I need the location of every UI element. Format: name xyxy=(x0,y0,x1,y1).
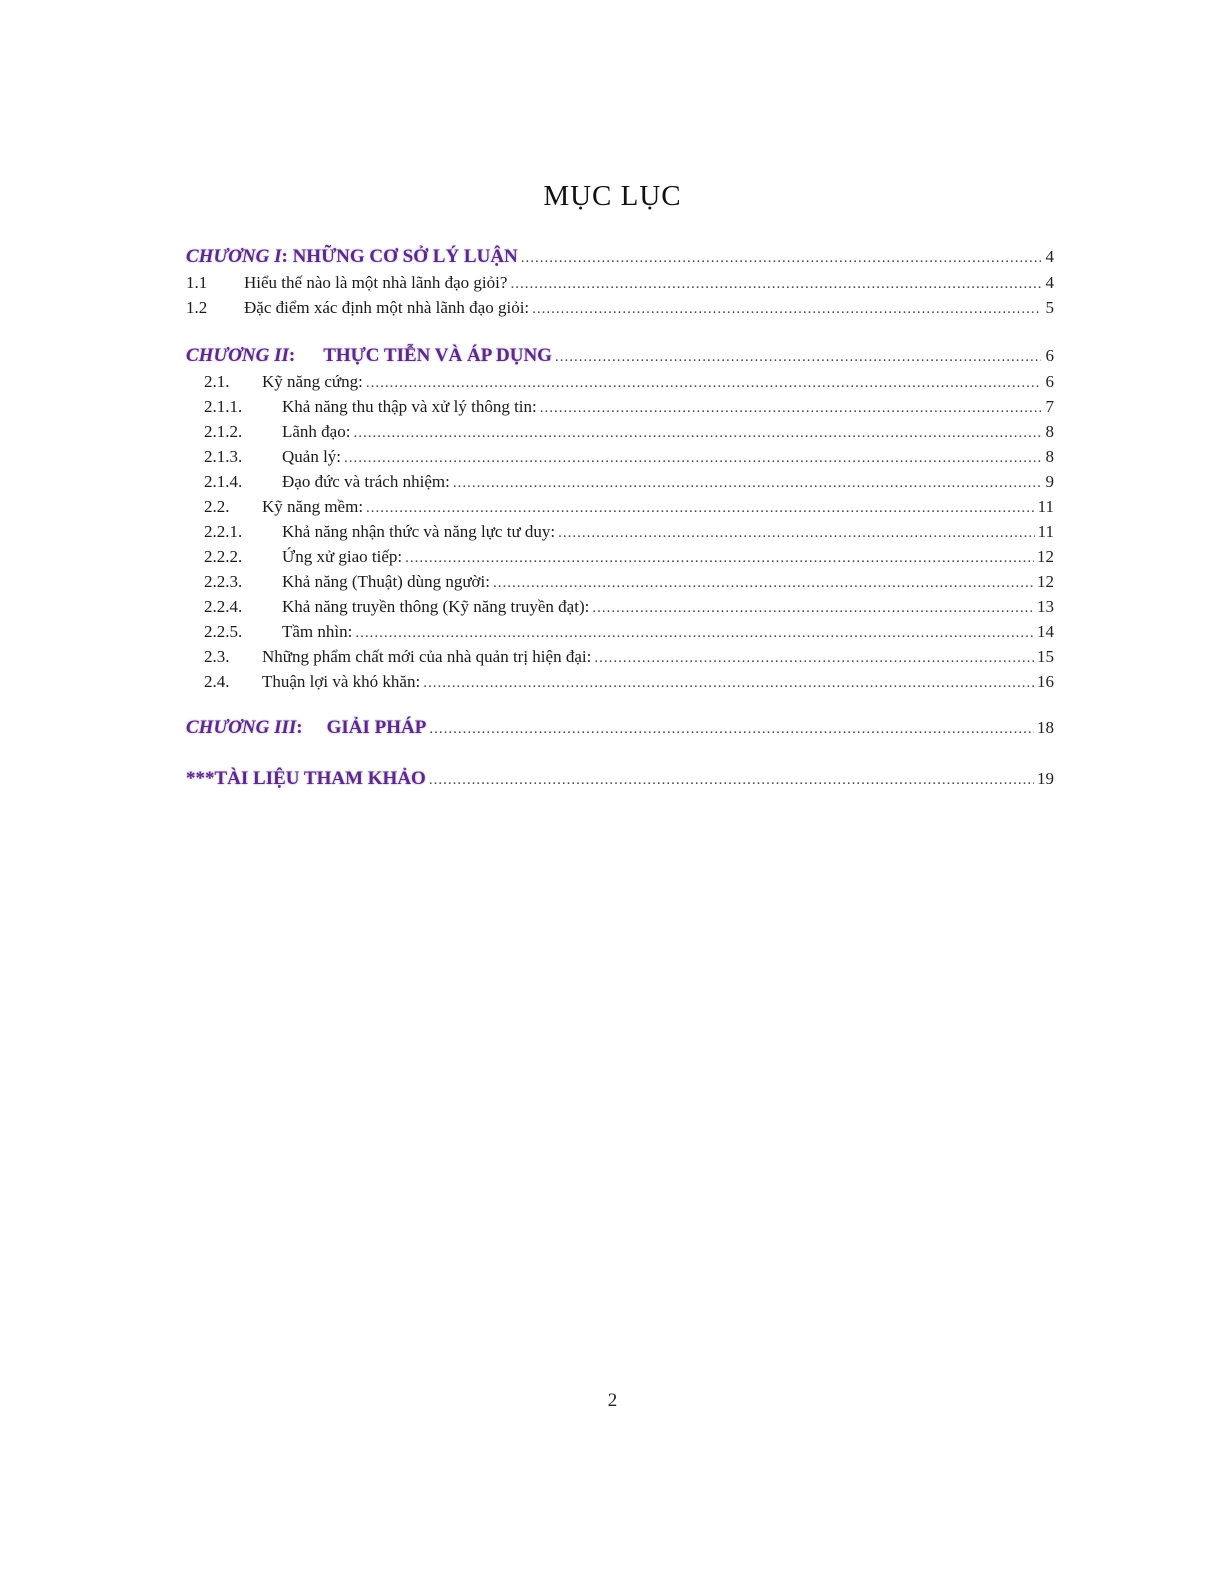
toc-entry-page: 7 xyxy=(1045,397,1054,416)
toc-entry-2-1-1[interactable] xyxy=(186,394,1054,419)
toc-entry-page: 16 xyxy=(1037,672,1054,691)
dot-leader xyxy=(353,421,1041,446)
toc-entry-text: Lãnh đạo: xyxy=(282,422,351,441)
toc-entry-page: 9 xyxy=(1045,472,1054,491)
toc-entry-text: Ứng xử giao tiếp: xyxy=(282,547,403,566)
toc-entry-2-2-4[interactable] xyxy=(186,594,1054,619)
table-of-contents xyxy=(186,243,1054,792)
toc-chapter-3-title: GIẢI PHÁP xyxy=(326,717,427,738)
toc-chapter-3-sep: : xyxy=(296,717,303,738)
dot-leader xyxy=(521,245,1041,272)
toc-entry-text: Quản lý: xyxy=(282,447,342,466)
toc-entry-text: Hiểu thế nào là một nhà lãnh đạo giỏi? xyxy=(244,273,508,292)
toc-chapter-3-page: 18 xyxy=(1037,718,1054,737)
toc-entry-number: 2.1.2. xyxy=(204,422,243,441)
dot-leader xyxy=(344,446,1041,471)
toc-entry-text: Những phẩm chất mới của nhà quản trị hiện đại: xyxy=(262,647,592,666)
toc-references-page: 19 xyxy=(1037,769,1054,788)
toc-chapter-2-sep: : xyxy=(288,345,296,366)
toc-chapter-3-heading xyxy=(186,714,426,741)
toc-entry-page: 13 xyxy=(1037,597,1054,616)
dot-leader xyxy=(594,646,1034,671)
toc-chapter-2-title: THỰC TIỄN VÀ ÁP DỤNG xyxy=(323,345,552,366)
toc-entry-number: 2.2.3. xyxy=(204,572,243,591)
toc-entry-number: 2.1. xyxy=(204,372,230,391)
toc-entry-page: 8 xyxy=(1045,447,1054,466)
toc-entry-2-4[interactable] xyxy=(186,669,1054,694)
toc-entry-2-1-3[interactable] xyxy=(186,444,1054,469)
toc-chapter-1-title: NHỮNG CƠ SỞ LÝ LUẬN xyxy=(287,246,518,267)
toc-entry-2-2-3[interactable] xyxy=(186,569,1054,594)
page-number: 2 xyxy=(607,1390,618,1411)
dot-leader xyxy=(493,571,1034,596)
toc-chapter-2-label: CHƯƠNG II xyxy=(186,345,289,366)
toc-entry-number: 2.3. xyxy=(204,647,230,666)
toc-entry-number: 2.2.2. xyxy=(204,547,243,566)
toc-references[interactable] xyxy=(186,765,1054,792)
dot-leader xyxy=(453,471,1041,496)
toc-entry-text: Khả năng thu thập và xử lý thông tin: xyxy=(282,397,537,416)
toc-chapter-1[interactable] xyxy=(186,243,1054,270)
toc-entry-2-1-2[interactable] xyxy=(186,419,1054,444)
toc-chapter-1-heading xyxy=(186,243,518,270)
dot-leader xyxy=(540,396,1041,421)
toc-entry-text: Tầm nhìn: xyxy=(282,622,353,641)
toc-entry-text: Khả năng (Thuật) dùng người: xyxy=(282,572,490,591)
toc-entry-page: 6 xyxy=(1045,372,1054,391)
toc-entry-2-3[interactable] xyxy=(186,644,1054,669)
toc-chapter-2-page: 6 xyxy=(1045,346,1054,365)
toc-chapter-1-sep: : xyxy=(281,246,288,267)
toc-entry-2-1-4[interactable] xyxy=(186,469,1054,494)
dot-leader xyxy=(510,272,1041,297)
dot-leader xyxy=(532,297,1041,322)
dot-leader xyxy=(592,596,1034,621)
dot-leader xyxy=(355,621,1034,646)
toc-entry-number: 2.1.4. xyxy=(204,472,243,491)
toc-entry-number: 2.2.4. xyxy=(204,597,243,616)
toc-entry-page: 12 xyxy=(1037,547,1054,566)
toc-chapter-1-label: CHƯƠNG I xyxy=(186,246,282,267)
toc-entry-text: Khả năng truyền thông (Kỹ năng truyền đạt): xyxy=(282,597,590,616)
toc-entry-page: 11 xyxy=(1037,522,1054,541)
toc-entry-text: Thuận lợi và khó khăn: xyxy=(262,672,421,691)
toc-entry-1-1[interactable] xyxy=(186,270,1054,295)
toc-entry-number: 2.2.5. xyxy=(204,622,243,641)
toc-entry-2-2-5[interactable] xyxy=(186,619,1054,644)
toc-entry-number: 2.2. xyxy=(204,497,230,516)
toc-chapter-1-page: 4 xyxy=(1045,247,1054,266)
toc-entry-number: 2.4. xyxy=(204,672,230,691)
dot-leader xyxy=(423,671,1034,696)
toc-entry-number: 2.2.1. xyxy=(204,522,243,541)
toc-chapter-3[interactable] xyxy=(186,714,1054,741)
toc-entry-2-2-2[interactable] xyxy=(186,544,1054,569)
toc-entry-2-2-1[interactable] xyxy=(186,519,1054,544)
dot-leader xyxy=(429,716,1034,743)
dot-leader xyxy=(429,767,1034,794)
toc-references-title: ***TÀI LIỆU THAM KHẢO xyxy=(186,768,426,789)
toc-entry-page: 15 xyxy=(1037,647,1054,666)
toc-entry-page: 11 xyxy=(1037,497,1054,516)
toc-entry-2-1[interactable] xyxy=(186,369,1054,394)
toc-chapter-2-heading xyxy=(186,342,552,369)
toc-chapter-3-label: CHƯƠNG III xyxy=(186,717,297,738)
toc-entry-page: 5 xyxy=(1045,298,1054,317)
toc-entry-2-2[interactable] xyxy=(186,494,1054,519)
toc-entry-text: Đặc điểm xác định một nhà lãnh đạo giỏi: xyxy=(244,298,530,317)
toc-entry-text: Kỹ năng cứng: xyxy=(262,372,363,391)
toc-entry-number: 2.1.3. xyxy=(204,447,243,466)
dot-leader xyxy=(405,546,1034,571)
toc-entry-text: Đạo đức và trách nhiệm: xyxy=(282,472,450,491)
toc-entry-page: 14 xyxy=(1037,622,1054,641)
toc-entry-1-2[interactable] xyxy=(186,295,1054,320)
toc-entry-text: Kỹ năng mềm: xyxy=(262,497,364,516)
toc-entry-page: 12 xyxy=(1037,572,1054,591)
toc-entry-text: Khả năng nhận thức và năng lực tư duy: xyxy=(282,522,556,541)
dot-leader xyxy=(555,344,1041,371)
toc-chapter-2[interactable] xyxy=(186,342,1054,369)
dot-leader xyxy=(366,371,1041,396)
toc-entry-page: 8 xyxy=(1045,422,1054,441)
toc-entry-number: 2.1.1. xyxy=(204,397,243,416)
page-title: MỤC LỤC xyxy=(543,180,682,212)
toc-entry-page: 4 xyxy=(1045,273,1054,292)
dot-leader xyxy=(558,521,1034,546)
dot-leader xyxy=(366,496,1035,521)
toc-entry-number: 1.2 xyxy=(186,298,208,317)
toc-entry-number: 1.1 xyxy=(186,273,208,292)
